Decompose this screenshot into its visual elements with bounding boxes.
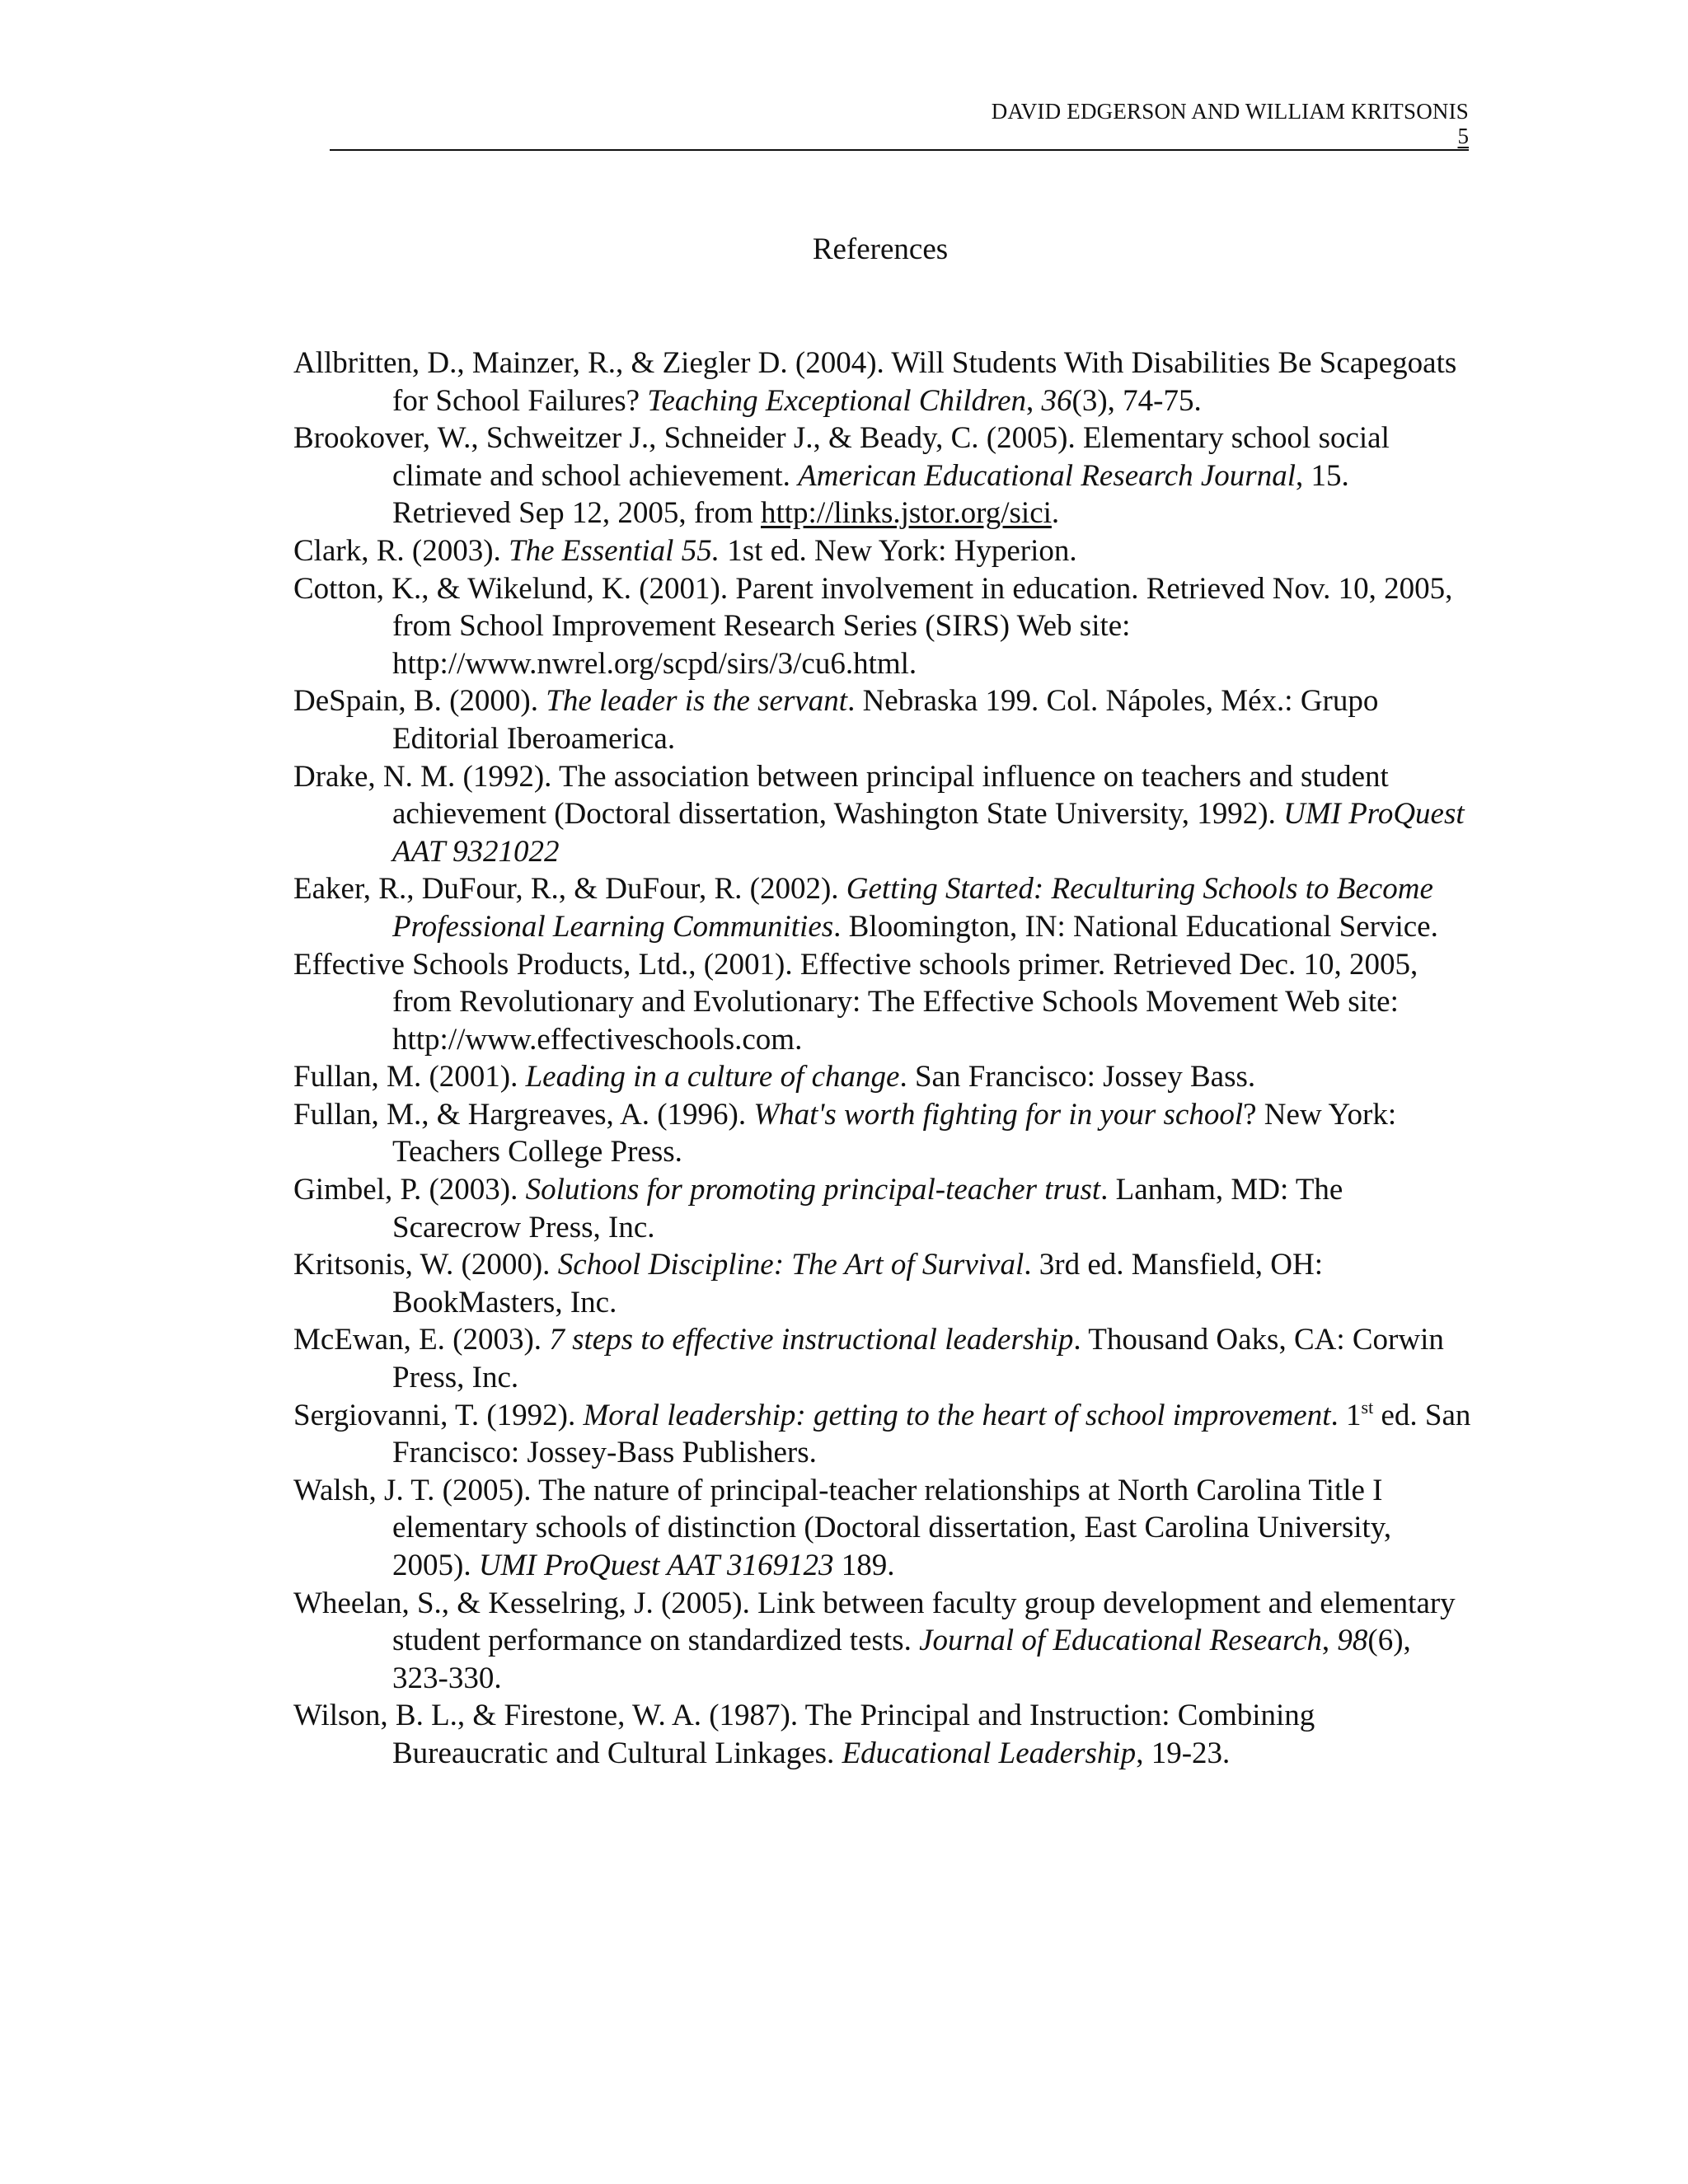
reference-volume: 98 [1337,1624,1368,1658]
reference-text: Brookover, W., Schweitzer J., Schneider J., & Beady, C. (2005). Elementary school social climate and school achievement. [293,421,1390,493]
reference-text: . San Francisco: Jossey Bass. [899,1060,1256,1094]
reference-entry [293,1585,1472,1698]
reference-entry [293,570,1472,683]
reference-link[interactable]: http://links.jstor.org/sici [761,496,1052,531]
reference-source-title: Getting Started: Reculturing Schools to Become Professional Learning Communities [392,872,1433,944]
reference-text: Gimbel, P. (2003). [293,1173,526,1207]
reference-text: . Nebraska 199. Col. Nápoles, Méx.: Grupo Editorial Iberoamerica. [392,684,1379,756]
reference-text: 1st ed. New York: Hyperion. [719,533,1077,568]
reference-entry [293,946,1472,1059]
reference-text: . [1051,496,1060,531]
reference-source-title: UMI ProQuest AAT 3169123 [478,1549,834,1582]
reference-text: Fullan, M. (2001). [293,1060,526,1094]
reference-source-title: Teaching Exceptional Children [647,383,1026,418]
reference-text: , 15. Retrieved Sep 12, 2005, from [392,458,1349,531]
reference-text: Kritsonis, W. (2000). [293,1248,558,1282]
reference-entry [293,682,1472,757]
reference-source-title: Journal of Educational Research [919,1624,1322,1658]
reference-entry [293,1096,1472,1171]
reference-source-title: 7 steps to effective instructional leadership [549,1323,1074,1357]
reference-source-title: Solutions for promoting principal-teacher trust [525,1173,1101,1207]
reference-text: 189. [833,1549,895,1582]
header-rule [330,149,1469,151]
reference-source-title: The leader is the servant [546,684,848,719]
reference-source-title: American Educational Research Journal [798,458,1296,493]
reference-text: ? New York: Teachers College Press. [392,1097,1397,1169]
reference-entry [293,1472,1472,1585]
reference-text: , 19-23. [1136,1736,1231,1770]
reference-source-title: The Essential 55. [509,533,720,568]
reference-text: Eaker, R., DuFour, R., & DuFour, R. (2002). [293,872,846,907]
reference-source-title: School Discipline: The Art of Survival [557,1248,1025,1282]
reference-text: Walsh, J. T. (2005). The nature of principal-teacher relationships at North Carolina Title I elementary schools of distinction (Doctoral dissertation, East Carolina University, 2005). [293,1473,1392,1582]
reference-source-title: Educational Leadership [842,1736,1137,1770]
reference-text: . Lanham, MD: The Scarecrow Press, Inc. [392,1173,1343,1244]
reference-entry [293,419,1472,532]
reference-text: Wheelan, S., & Kesselring, J. (2005). Link between faculty group development and elementary student performance on standardized tests. [293,1586,1456,1658]
reference-text: , [1321,1624,1338,1658]
reference-text: McEwan, E. (2003). [293,1323,550,1357]
reference-text: ed. San Francisco: Jossey-Bass Publishers. [392,1398,1471,1470]
reference-text: . 3rd ed. Mansfield, OH: BookMasters, Inc. [392,1248,1323,1319]
reference-entry [293,1058,1472,1096]
reference-text: Sergiovanni, T. (1992). [293,1398,584,1432]
reference-text: Cotton, K., & Wikelund, K. (2001). Parent involvement in education. Retrieved Nov. 10, 2005, from School Improvement Research Series (SIRS) Web site: http://www.nwrel.org/scpd/sirs/3/cu6.html. [293,571,1453,681]
ordinal-superscript: st [1361,1396,1374,1418]
reference-entry [293,1321,1472,1396]
reference-text: Clark, R. (2003). [293,533,509,568]
reference-text: Wilson, B. L., & Firestone, W. A. (1987). The Principal and Instruction: Combining Bureaucratic and Cultural Linkages. [293,1699,1315,1770]
reference-entry [293,1171,1472,1246]
reference-text: Allbritten, D., Mainzer, R., & Ziegler D. (2004). Will Students With Disabilities Be Scapegoats for School Failures? [293,346,1457,418]
reference-source-title: UMI ProQuest AAT 9321022 [392,797,1465,869]
reference-text: (3), 74-75. [1071,383,1202,418]
reference-text: DeSpain, B. (2000). [293,684,546,719]
reference-source-title: What's worth fighting for in your school [753,1097,1244,1132]
reference-text: . Bloomington, IN: National Educational Service. [833,909,1438,944]
reference-text: Fullan, M., & Hargreaves, A. (1996). [293,1097,754,1132]
reference-source-title: Leading in a culture of change [525,1060,900,1094]
reference-text: . Thousand Oaks, CA: Corwin Press, Inc. [392,1323,1444,1395]
page-number [330,122,1469,150]
reference-text: (6), 323-330. [392,1624,1411,1695]
references-heading: References [812,232,949,266]
reference-list [293,344,1472,1773]
reference-text: . 1 [1330,1398,1362,1432]
reference-source-title: Moral leadership: getting to the heart of school improvement [583,1398,1331,1432]
running-head: DAVID EDGERSON AND WILLIAM KRITSONIS [991,99,1469,124]
reference-entry [293,870,1472,945]
reference-entry [293,532,1472,570]
reference-text: , [1026,383,1042,418]
reference-entry [293,1697,1472,1772]
reference-entry [293,1397,1472,1472]
reference-text: Effective Schools Products, Ltd., (2001). Effective schools primer. Retrieved Dec. 10, 2005, from Revolutionary and Evolutionary: The Effective Schools Movement Web site: http://www.effectiveschools.com. [293,947,1418,1057]
reference-volume: 36 [1041,383,1072,418]
reference-entry [293,1246,1472,1321]
reference-text: Drake, N. M. (1992). The association between principal influence on teachers and student achievement (Doctoral dissertation, Washington State University, 1992). [293,759,1389,832]
reference-entry [293,758,1472,871]
page-number-text: 5 [1457,124,1469,148]
reference-entry [293,344,1472,419]
